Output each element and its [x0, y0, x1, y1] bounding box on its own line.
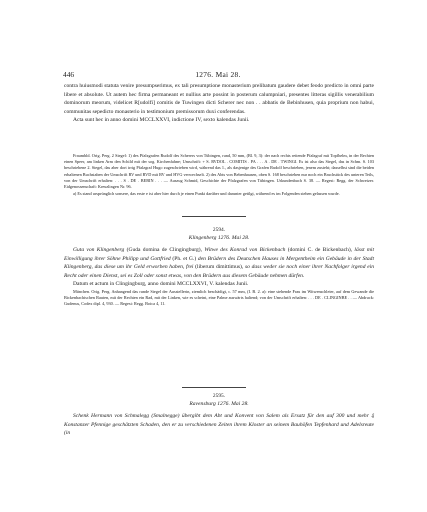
summary-segment: (Ph. et G.)	[170, 255, 198, 262]
separator-rule	[182, 387, 246, 388]
document-number: 2594.	[212, 227, 226, 233]
dating-clause: Datum et actum in Clingingburg, anno domini MCCLXXVI, V. kalendas Junii.	[73, 281, 249, 288]
document-number: 2595.	[212, 393, 226, 399]
summary-segment: Guta von Klingenberg	[73, 247, 125, 253]
summary-segment: (Guda domina de Clingingburg),	[124, 247, 205, 253]
apparatus-notes	[64, 153, 374, 197]
document-summary: Schenk Hermann von Schmalegg (Smalnegge) übergibt dem Abt und Konvent von Salem als Ersatz für den auf 300 und mehr ₰ Konstanzer Pfennige geschätzten Schaden, den er zu verschiedenen Zeiten ihrem Kloster an seinem Bauhöfen Tepfenhard und Adelsreute (in	[64, 413, 374, 437]
page-number: 446	[63, 70, 75, 79]
document-2594	[64, 226, 374, 307]
summary-segment: Witwe des Konrad von Bickenbach	[204, 247, 286, 253]
document-summary	[64, 246, 374, 280]
summary-segment: so dass weder sie noch einer ihrer Nachfolger irgend ein Recht oder einen Dienst, sei es Zoll oder sonst etwas, von den Brüdern aus diesem Gebäude nehmen dürfen.	[64, 264, 374, 279]
document-2595	[64, 392, 374, 438]
archival-note: Fraumbld. Orig. Perg. 2 Siegel: 1) des Pfalzgrafen Rudolf des Scherers von Tübingen, rund, 50 mm, (Bl. 9, 3): der nach rechts reitende Pfalzgraf mit Topfhelm, in der Rechten einen Speer, am linken Arm den Schild mit der sog. Kirchenfahne; Umschrift: + S. RVDOL . COMITIS . PA . . . A . DE . TWINGI. Es ist also das Siegel, das in Schm. S. 103 beschriebene 2. Siegel, das aber dort irrig Pfalzgraf Hugo zugeschrieben wird, während das 1., als dasjenige des Grafen Rudolf beschrieben, jenem zusteht; dasselbst sind die beiden erhaltenen Buchstaben der Umschrift RV und RVD mit RV und HVG verwechselt. 2) des Abts von Bebenhausen, oben S. 168 beschrieben nur noch ein Bruchstück des unteren Teils, von der Umschrift erhalten: . . . S . DE . BEBIN . . . — Auszug Schmid, Geschichte der Pfalzgrafen von Tübingen. Urkundenbuch S. 38. — Regest: Regg. der Schweizer. Eidgenossenschaft: Kreuzlingen Nr. 96.	[64, 153, 374, 190]
summary-segment: (domini C. de Bickenbach),	[285, 247, 355, 253]
dating-clause: Acta sunt hec in anno domini MCCLXXVI, indictione IV, sexto kalendas Junii.	[73, 117, 250, 124]
summary-segment: (liberum dimittimus),	[193, 264, 245, 271]
summary-segment: lässt mit Einwilligung ihrer Söhne Philipp und Gottfried	[64, 247, 374, 262]
body-paragraph: contra huiusmodi statuta venire presumpserimus, ex tali presumptione monasterium prelibatum gaudere debet feodo predicto in omni parte libere et absolute. Ut autem hec firma permaneant et nullius arte possint in posterum calumpniari, presentes litteras sigillis venerabilium dominorum meorum, videlicet R[udolfi] comitis de Tuwingen dicti Scherer nec non . . abbatis de Bebinhusen, quia proprium non habui, communitas sepedicto monasterio in testimonium premissorum duxi conferendas.	[64, 83, 374, 115]
running-header	[63, 70, 373, 80]
running-title: 1276. Mai 28.	[195, 70, 241, 79]
previous-document-end	[64, 82, 374, 125]
textual-footnote: a) Es stand ursprünglich sonsere, das erste e ist aber hier durch je einen Punkt darüber und darunter getilgt, während es im Folgenden stehen gelassen wurde.	[73, 191, 340, 197]
archival-note: München. Orig. Perg. Anhangend das runde Siegel der Ausstellerin, ziemlich beschädigt, c. 57 mm, (I. B. 2. a): eine stehende Frau im Witwenschleier, auf dem Gewande die Bickenbachischen Rauten, mit der Rechten ein Rad, mit der Linken, wie es scheint, eine Palme auswärts haltend; von der Umschrift erhalten: . . . DE . CLINGINBE . . — Abdruck: Gudenus, Codex dipl. 4, 930. — Regest: Regg. Boica 4, 11.	[64, 288, 374, 307]
separator-rule	[182, 216, 246, 217]
summary-segment: den Brüdern des Deutschen Hauses in Mergentheim ein Gebäude in der Stadt Klingenberg, das diese um ihr Geld erworben haben, frei	[64, 255, 374, 271]
document-date-line: Klingenberg 1276. Mai 28.	[188, 235, 250, 241]
document-date-line: Ravensburg 1276. Mai 28.	[189, 401, 249, 407]
